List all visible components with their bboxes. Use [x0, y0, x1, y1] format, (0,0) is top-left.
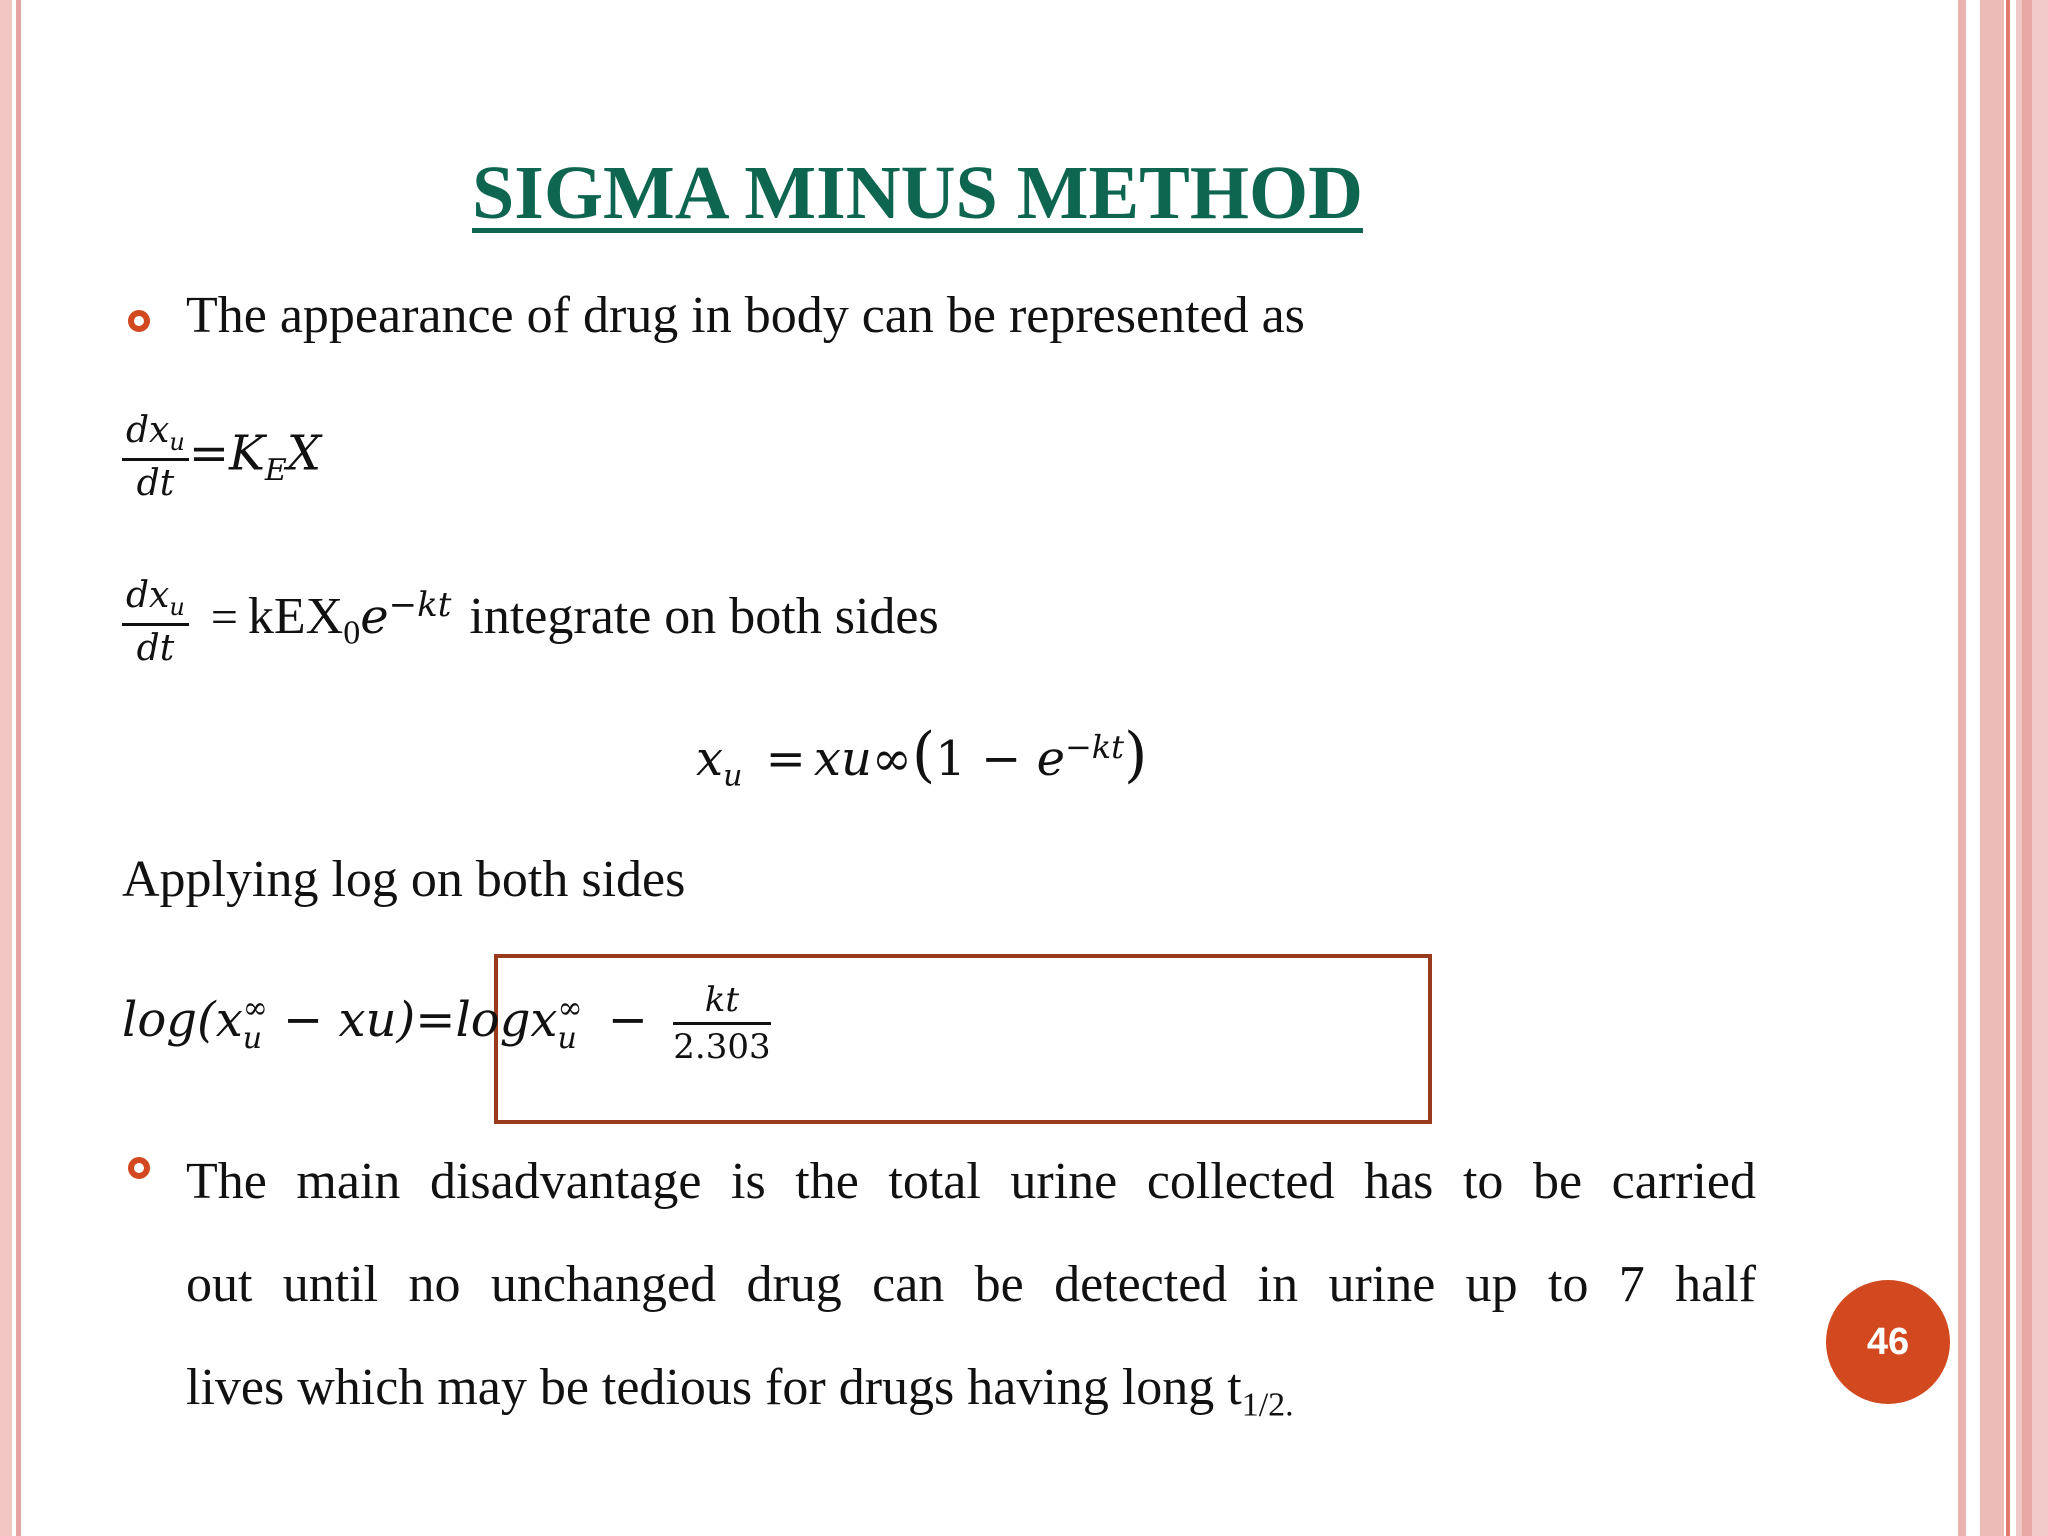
eq2-equals: = [210, 591, 238, 645]
eq3-lhs-sub: u [723, 758, 743, 794]
eq2-kex: kEX [247, 588, 344, 646]
left-border-line [16, 0, 21, 1536]
equation-log [122, 980, 771, 1067]
eq1-rhs: =K [188, 425, 265, 482]
eq1-numerator: dx [126, 410, 170, 451]
page-number: 46 [1866, 1320, 1910, 1363]
eq4-denominator: 2.303 [673, 1027, 771, 1067]
eq1-rhs-tail: X [286, 425, 321, 482]
right-border-band-4 [2022, 0, 2032, 1536]
eq2-denominator: dt [136, 628, 175, 670]
eq2-numerator: dx [126, 575, 170, 616]
eq3-equals: = [765, 731, 806, 787]
eq4-minus: − [607, 992, 648, 1048]
eq4-lhs-sup: ∞ [242, 990, 268, 1026]
eq1-rhs-sub: E [264, 453, 287, 489]
equation-rate-excretion [122, 410, 321, 504]
eq4-rhs: logx [455, 992, 558, 1048]
bullet-marker [128, 1157, 150, 1179]
eq4-rhs-sub: u [557, 1020, 577, 1056]
right-border-line [2006, 0, 2010, 1536]
right-border-band-3 [2016, 0, 2048, 1536]
equation-cumulative [696, 720, 1147, 794]
eq3-lhs: x [696, 731, 724, 787]
slide-title: SIGMA MINUS METHOD [472, 151, 1363, 235]
half-life-subscript: 1/2. [1241, 1386, 1294, 1424]
eq2-numerator-sub: u [169, 593, 185, 622]
equation-integrate [122, 575, 939, 669]
eq2-exponent: −kt [388, 585, 452, 626]
eq2-kex-sub: 0 [343, 614, 361, 652]
bullet-text-appearance: The appearance of drug in body can be represented as [186, 287, 1305, 344]
eq2-text: integrate on both sides [469, 588, 939, 646]
eq4-rhs-sup: ∞ [557, 990, 583, 1026]
eq4-minus-xu: − xu) [283, 992, 416, 1048]
bullet2-line1: The main disadvantage is the total urine collected has to be carried [186, 1153, 1756, 1210]
eq1-denominator: dt [136, 463, 175, 505]
eq4-lhs-sub: u [242, 1020, 263, 1056]
right-border-band-1 [1958, 0, 1966, 1536]
eq2-e: e [360, 589, 389, 646]
applying-log-text: Applying log on both sides [122, 851, 686, 908]
bullet2-line2: out until no unchanged drug can be detected in urine up to 7 half [186, 1256, 1756, 1313]
eq4-numerator: kt [673, 980, 770, 1025]
eq3-one: 1 − [935, 731, 1022, 787]
eq3-e: e [1036, 731, 1065, 787]
bullet2-line3: lives which may be tedious for drugs having long $t_{1/2.}$ [186, 1359, 1294, 1424]
eq3-paren-close: ) [1124, 720, 1148, 790]
right-border-band-2 [1980, 0, 2004, 1536]
bullet-text-disadvantage [186, 1130, 1756, 1456]
eq3-mid: xu∞ [813, 731, 912, 787]
eq3-paren-open: ( [911, 720, 936, 790]
eq1-numerator-sub: u [169, 428, 185, 457]
eq4-equals: = [415, 992, 456, 1048]
eq4-lhs: log(x [122, 992, 243, 1048]
bullet-marker [128, 310, 150, 332]
page-number-badge [1826, 1280, 1950, 1404]
left-border-band [0, 0, 12, 1536]
eq3-exponent: −kt [1064, 728, 1125, 766]
